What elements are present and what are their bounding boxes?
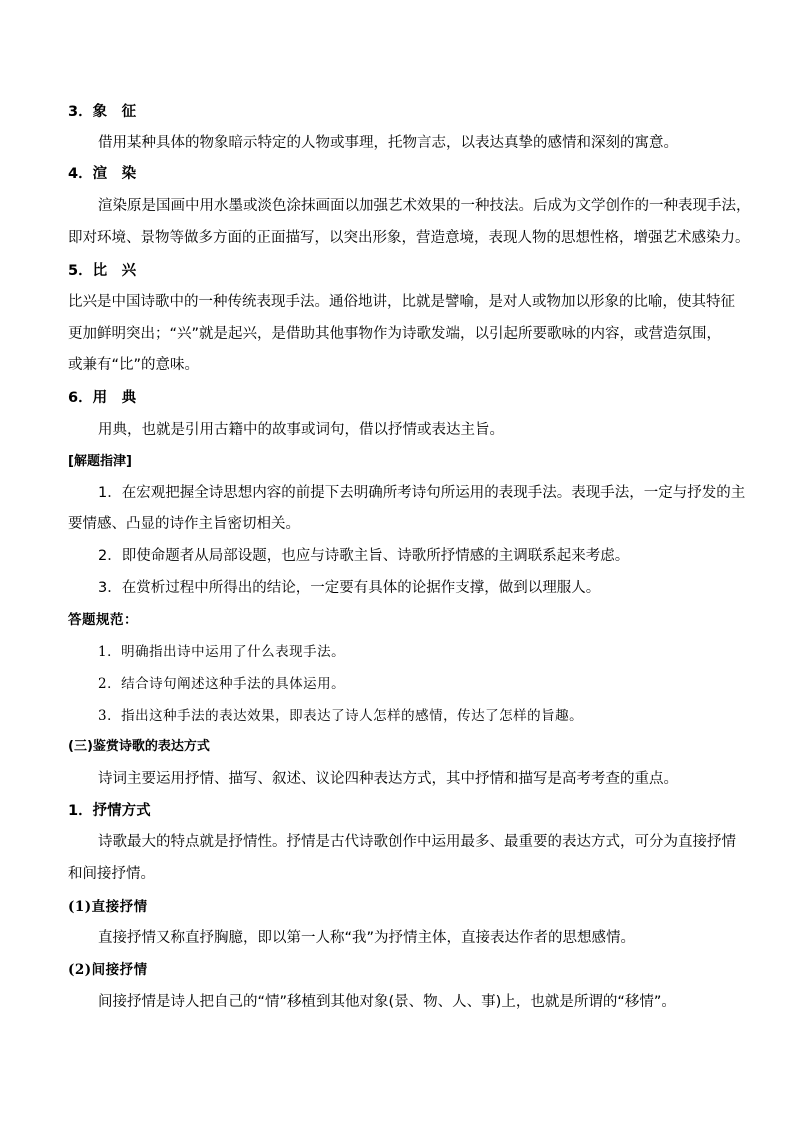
guide-heading: [解题指津] (68, 454, 132, 469)
part3-intro: 诗词主要运用抒情、描写、叙述、议论四种表达方式，其中抒情和描写是高考考查的重点。 (98, 771, 678, 787)
guide-item-2: 2．即使命题者从局部设题，也应与诗歌主旨、诗歌所抒情感的主调联系起来考虑。 (98, 548, 630, 564)
section-heading-bixing: 5．比 兴 (68, 263, 137, 279)
direct-lyric-heading: (1)直接抒情 (68, 899, 148, 915)
guide-item-3: 3．在赏析过程中所得出的结论，一定要有具体的论据作支撑，做到以理服人。 (98, 580, 601, 596)
indirect-lyric-body: 间接抒情是诗人把自己的“情”移植到其他对象(景、物、人、事)上，也就是所谓的“移情”。 (98, 994, 676, 1010)
section-body-bixing-line-2: 更加鲜明突出；“兴”就是起兴，是借助其他事物作为诗歌发端，以引起所要歌咏的内容，或营造氛围， (68, 326, 722, 342)
direct-lyric-body: 直接抒情又称直抒胸臆，即以第一人称“我”为抒情主体，直接表达作者的思想感情。 (98, 930, 636, 946)
norms-item-2: 2．结合诗句阐述这种手法的具体运用。 (98, 676, 346, 692)
guide-item-1-line-1: 1．在宏观把握全诗思想内容的前提下去明确所考诗句所运用的表现手法。表现手法，一定与抒发的主 (98, 485, 746, 501)
section-body-allusion: 用典，也就是引用古籍中的故事或词句，借以抒情或表达主旨。 (98, 422, 504, 438)
part3-heading: (三)鉴赏诗歌的表达方式 (68, 739, 210, 754)
section-heading-allusion: 6．用 典 (68, 390, 137, 406)
section-body-rendering-line-1: 渲染原是国画中用水墨或淡色涂抹画面以加强艺术效果的一种技法。后成为文学创作的一种表现手法， (98, 198, 751, 214)
norms-item-1: 1．明确指出诗中运用了什么表现手法。 (98, 644, 346, 660)
section-heading-symbolism: 3．象 征 (68, 104, 137, 120)
part3-sub1-heading: 1．抒情方式 (68, 803, 151, 819)
section-heading-rendering: 4．渲 染 (68, 166, 137, 182)
norms-heading: 答题规范： (68, 612, 138, 628)
part3-sub1-body-line-2: 和间接抒情。 (68, 866, 155, 882)
part3-sub1-body-line-1: 诗歌最大的特点就是抒情性。抒情是古代诗歌创作中运用最多、最重要的表达方式，可分为直接抒情 (98, 834, 736, 850)
section-body-bixing-line-3: 或兼有“比”的意味。 (68, 357, 200, 373)
section-body-rendering-line-2: 即对环境、景物等做多方面的正面描写，以突出形象，营造意境，表现人物的思想性格，增强艺术感染力。 (68, 230, 750, 246)
indirect-lyric-heading: (2)间接抒情 (68, 962, 148, 978)
norms-item-3: 3．指出这种手法的表达效果，即表达了诗人怎样的感情，传达了怎样的旨趣。 (98, 708, 584, 724)
section-body-symbolism: 借用某种具体的物象暗示特定的人物或事理，托物言志，以表达真挚的感情和深刻的寓意。 (98, 135, 678, 151)
guide-item-1-line-2: 要情感、凸显的诗作主旨密切相关。 (68, 516, 300, 532)
section-body-bixing-line-1: 比兴是中国诗歌中的一种传统表现手法。通俗地讲，比就是譬喻，是对人或物加以形象的比喻，使其特征 (68, 294, 735, 310)
